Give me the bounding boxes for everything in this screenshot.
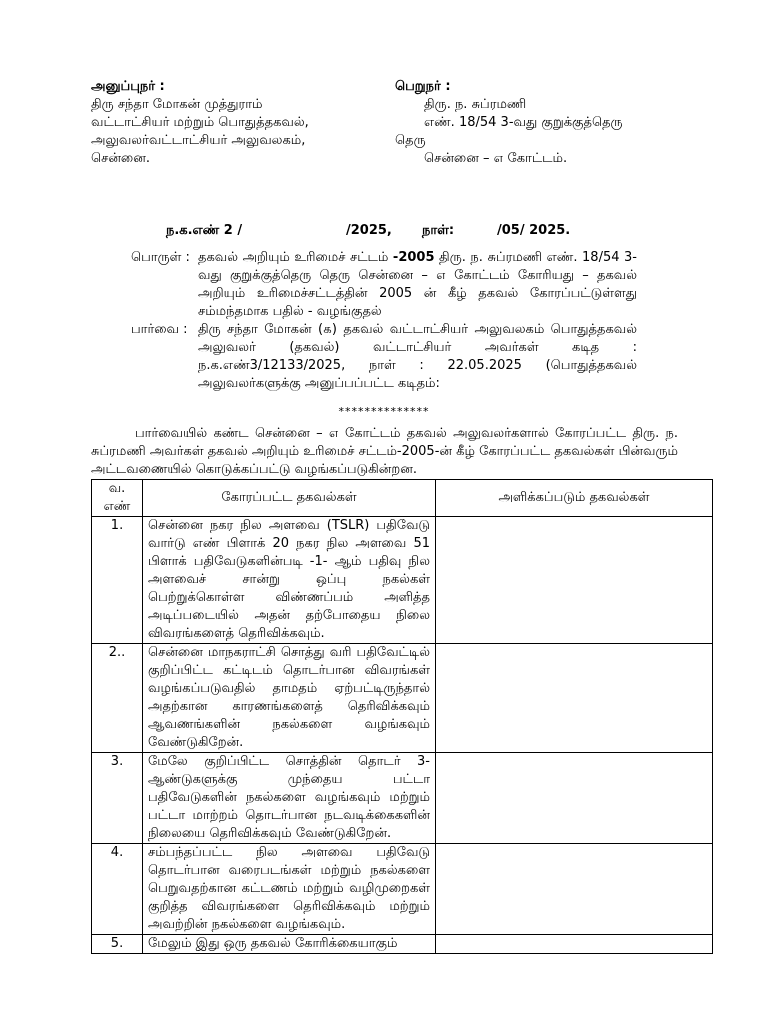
- subject-text-bold: -2005: [392, 250, 435, 265]
- reference-year: /2025,: [346, 223, 392, 238]
- table-row: [92, 844, 713, 935]
- subject-text-post: திரு. ந. சுப்ரமணி எண். 18/54 3-வது குறுக்குத்தெரு தெரு சென்னை – ௭ கோட்டம் கோரியது – தகவல் அறியும் உரிமைச்சட்டத்தின் 2005 ன் கீழ் தகவல் கோரப்பட்டுள்ளது சம்மந்தமாக பதில் - வழங்குதல்: [198, 250, 638, 319]
- reference-meta-text: திரு சந்தா மோகன் (௧) தகவல் வட்டாட்சியர் அலுவலகம் பொதுத்தகவல் அலுவலர் (தகவல்) வட்டாட்சியர் அவர்கள் கடித : ந.க.எண்3/12133/2025, நாள் : 22.05.2025 (பொதுத்தகவல் அலுவலர்களுக்கு அனுப்பப்பட்ட கடிதம்:: [198, 322, 637, 391]
- reference-line: [166, 222, 606, 240]
- row-number: 4.: [92, 844, 143, 935]
- row-requested-info: சென்னை நகர நில அளவை (TSLR) பதிவேடு வார்டு எண் பிளாக் 20 நகர நில அளவை 51 பிளாக் பதிவேடுகளின்படி -1- ஆம் பதிவு நில அளவைச் சான்று ஒப்பு நகல்கள் பெற்றுக்கொள்ள விண்ணப்பம் அளித்த அடிப்படையில் அதன் தற்போதைய நிலை விவரங்களைத் தெரிவிக்கவும்.: [143, 517, 436, 644]
- recipient-line: எண். 18/54 3-வது குறுக்குத்தெரு: [424, 115, 623, 130]
- sender-title: அனுப்புநர் :: [91, 79, 165, 94]
- sender-line: சென்னை.: [91, 151, 150, 166]
- row-number: 1.: [92, 517, 143, 644]
- header-requested-info: கோரப்பட்ட தகவல்கள்: [143, 480, 436, 517]
- sender-block: [91, 78, 381, 168]
- reference-date-label: நாள்:: [422, 223, 455, 238]
- row-requested-info: மேலே குறிப்பிட்ட சொத்தின் தொடர் 3-ஆண்டுகளுக்கு முந்தைய பட்டா பதிவேடுகளின் நகல்களை வழங்கவும் மற்றும் பட்டா மாற்றம் தொடர்பான நடவடிக்கைகளின் நிலையை தெரிவிக்கவும் வேண்டுகிறேன்.: [143, 753, 436, 844]
- separator-stars: **************: [338, 405, 430, 418]
- reference-meta-label: பார்வை :: [131, 322, 188, 337]
- reference-date: /05/ 2025.: [497, 223, 571, 238]
- subject-text-pre: தகவல் அறியும் உரிமைச் சட்டம்: [198, 250, 393, 265]
- sender-line: அலுவலர்வட்டாட்சியர் அலுவலகம்,: [91, 133, 306, 148]
- information-table: [91, 479, 713, 954]
- header-serial: வ. எண்: [92, 480, 143, 517]
- reference-code: ந.க.எண் 2 /: [166, 223, 243, 238]
- sender-line: வட்டாட்சியர் மற்றும் பொதுத்தகவல்,: [91, 115, 309, 130]
- row-provided-info: [436, 935, 713, 954]
- recipient-block: [395, 78, 685, 168]
- row-number: 5.: [92, 935, 143, 954]
- reference-meta-row: [131, 321, 637, 393]
- recipient-line: திரு. ந. சுப்ரமணி: [424, 97, 527, 112]
- subject-label: பொருள் :: [131, 250, 190, 265]
- header-provided-info: அளிக்கப்படும் தகவல்கள்: [436, 480, 713, 517]
- row-requested-info: மேலும் இது ஒரு தகவல் கோரிக்கையாகும்: [143, 935, 436, 954]
- subject-text: [198, 249, 637, 321]
- row-number: 2..: [92, 644, 143, 753]
- row-requested-info: சம்பந்தப்பட்ட நில அளவை பதிவேடு தொடர்பான வரைபடங்கள் மற்றும் நகல்களை பெறுவதற்கான கட்டணம் மற்றும் வழிமுறைகள் குறித்த விவரங்களை தெரிவிக்கவும் மற்றும் அவற்றின் நகல்களை வழங்கவும்.: [143, 844, 436, 935]
- recipient-line: சென்னை – ௭ கோட்டம்.: [424, 151, 568, 166]
- row-requested-info: சென்னை மாநகராட்சி சொத்து வரி பதிவேட்டில் குறிப்பிட்ட கட்டிடம் தொடர்பான விவரங்கள் வழங்கப்படுவதில் தாமதம் ஏற்பட்டிருந்தால் அதற்கான காரணங்களைத் தெரிவிக்கவும் ஆவணங்களின் நகல்களை வழங்கவும் வேண்டுகிறேன்.: [143, 644, 436, 753]
- sender-line: திரு சந்தா மோகன் முத்துராம்: [91, 97, 263, 112]
- row-provided-info: [436, 753, 713, 844]
- row-number: 3.: [92, 753, 143, 844]
- recipient-title: பெறுநர் :: [395, 79, 451, 94]
- intro-paragraph: பார்வையில் கண்ட சென்னை – ௭ கோட்டம் தகவல் அலுவலர்களால் கோரப்பட்ட திரு. ந. சுப்ரமணி அவர்கள் தகவல் அறியும் உரிமைச் சட்டம்-2005-ன் கீழ் கோரப்பட்ட தகவல்கள் பின்வரும் அட்டவணையில் கொடுக்கப்பட்டு வழங்கப்படுகின்றன.: [91, 426, 678, 477]
- row-provided-info: [436, 644, 713, 753]
- table-row: [92, 935, 713, 954]
- table-row: [92, 753, 713, 844]
- table-row: [92, 644, 713, 753]
- recipient-line: தெரு: [395, 133, 426, 148]
- table-row: [92, 517, 713, 644]
- table-header-row: [92, 480, 713, 517]
- row-provided-info: [436, 517, 713, 644]
- row-provided-info: [436, 844, 713, 935]
- subject-row: [131, 249, 637, 321]
